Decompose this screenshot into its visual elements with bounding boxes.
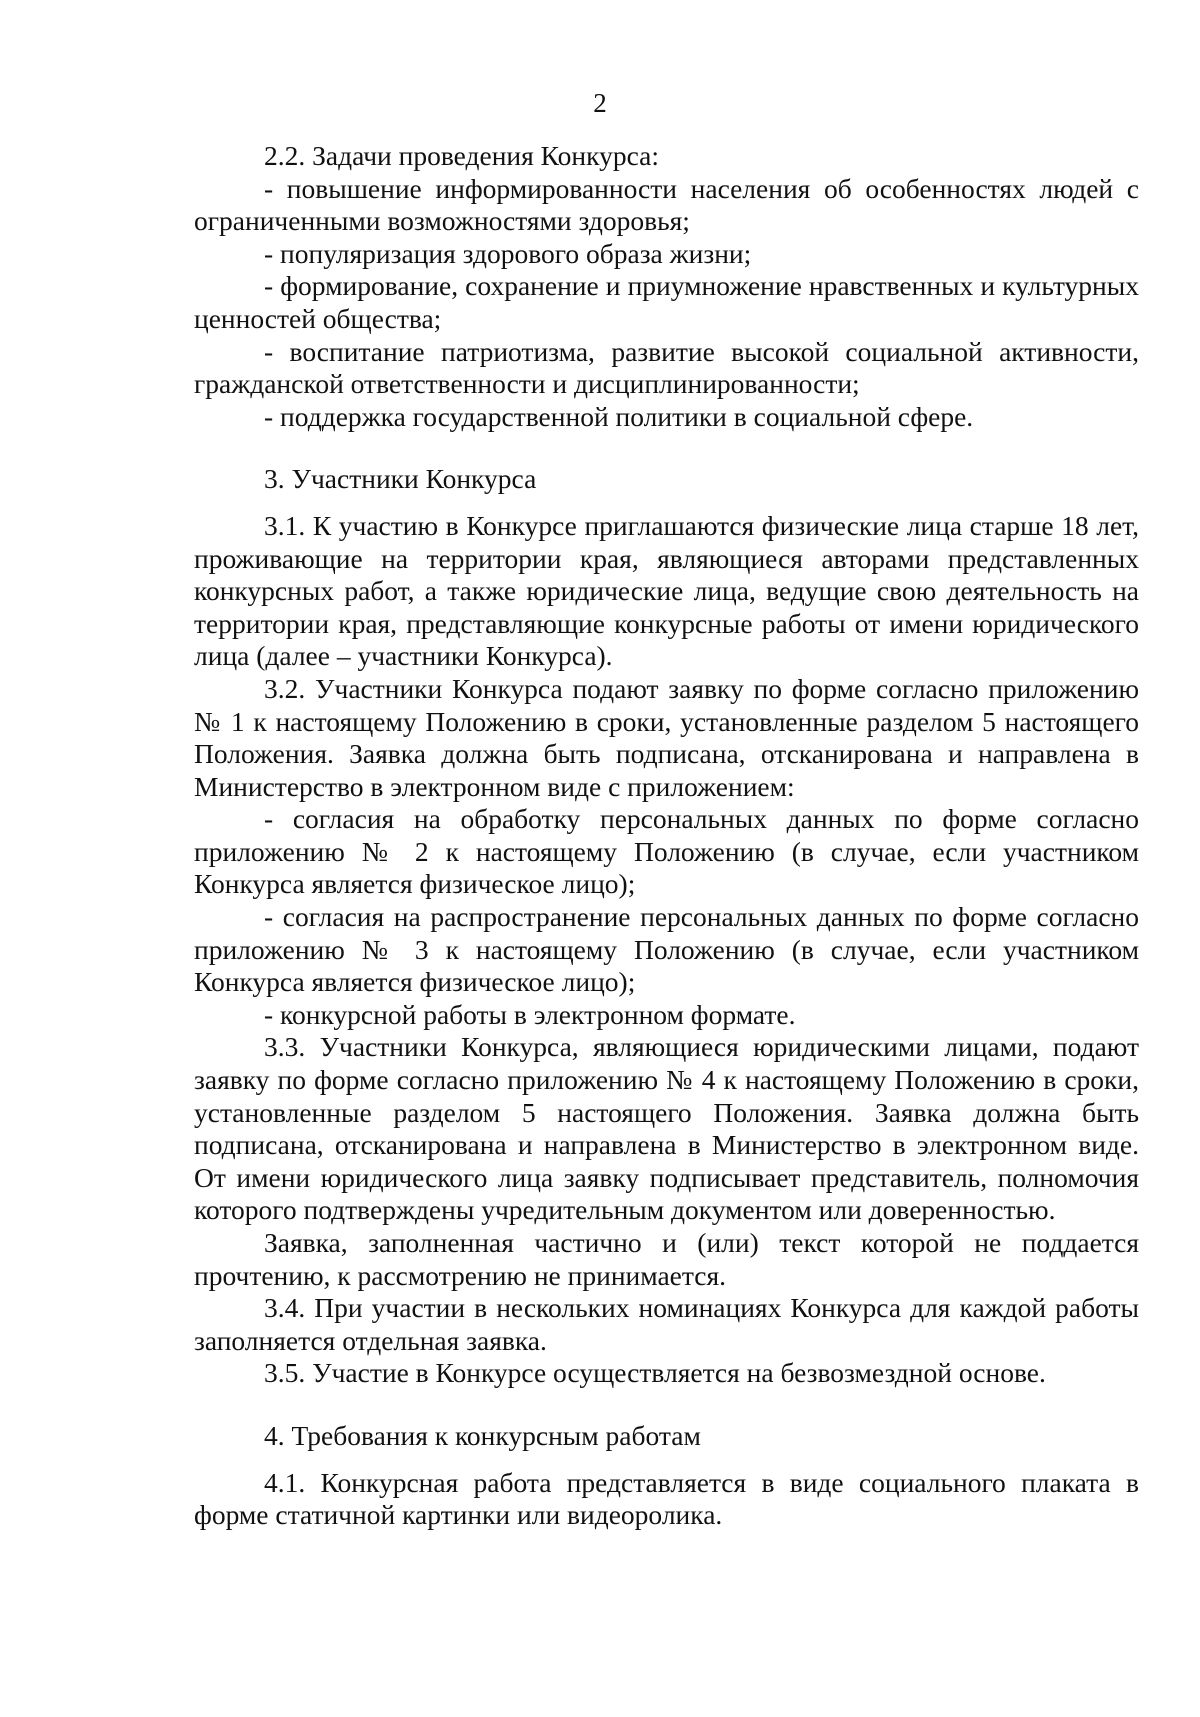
document-body xyxy=(194,140,1139,1532)
paragraph-3-5: 3.5. Участие в Конкурсе осуществляется на безвозмездной основе. xyxy=(264,1357,1046,1389)
section-3-heading: 3. Участники Конкурса xyxy=(264,463,537,495)
paragraph-3-3: 3.3. Участники Конкурса, являющиеся юридическими лицами, подают заявку по форме согласно приложению № 4 к настоящему Положению в сроки, установленные разделом 5 настоящего Положения. Заявка должна быть подписана, отсканирована и направлена в Министерство в электронном виде. От имени юридического лица заявку подписывает представитель, полномочия которого подтверждены учредительным документом или доверенностью. xyxy=(194,1031,1139,1226)
attachment-item: - конкурсной работы в электронном формате. xyxy=(264,998,796,1030)
attachment-item: - согласия на распространение персональных данных по форме согласно приложению № 3 к настоящему Положению (в случае, если участником Конкурса является физическое лицо); xyxy=(194,901,1139,998)
section-4-heading: 4. Требования к конкурсным работам xyxy=(264,1419,701,1451)
attachment-item: - согласия на обработку персональных данных по форме согласно приложению № 2 к настоящему Положению (в случае, если участником Конкурса является физическое лицо); xyxy=(194,803,1139,900)
task-item: - повышение информированности населения об особенностях людей с ограниченными возможностями здоровья; xyxy=(194,172,1139,237)
paragraph-3-3-note: Заявка, заполненная частично и (или) текст которой не поддается прочтению, к рассмотрению не принимается. xyxy=(194,1227,1139,1291)
paragraph-3-4: 3.4. При участии в нескольких номинациях Конкурса для каждой работы заполняется отдельная заявка. xyxy=(194,1292,1139,1356)
task-item: - воспитание патриотизма, развитие высокой социальной активности, гражданской ответственности и дисциплинированности; xyxy=(194,335,1139,400)
page-number: 2 xyxy=(593,88,607,118)
section-2-2-title: 2.2. Задачи проведения Конкурса: xyxy=(264,140,659,171)
paragraph-3-2: 3.2. Участники Конкурса подают заявку по форме согласно приложению № 1 к настоящему Положению в сроки, установленные разделом 5 настоящего Положения. Заявка должна быть подписана, отсканирована и направлена в Министерство в электронном виде с приложением: xyxy=(194,672,1139,802)
task-item: - формирование, сохранение и приумножение нравственных и культурных ценностей общества; xyxy=(194,270,1139,334)
task-item: - популяризация здорового образа жизни; xyxy=(264,237,752,269)
paragraph-4-1: 4.1. Конкурсная работа представляется в виде социального плаката в форме статичной картинки или видеоролика. xyxy=(194,1466,1139,1531)
task-item: - поддержка государственной политики в социальной сфере. xyxy=(264,400,974,432)
paragraph-3-1: 3.1. К участию в Конкурсе приглашаются физические лица старше 18 лет, проживающие на территории края, являющиеся авторами представленных конкурсных работ, а также юридические лица, ведущие свою деятельность на территории края, представляющие конкурсные работы от имени юридического лица (далее – участники Конкурса). xyxy=(194,509,1139,672)
